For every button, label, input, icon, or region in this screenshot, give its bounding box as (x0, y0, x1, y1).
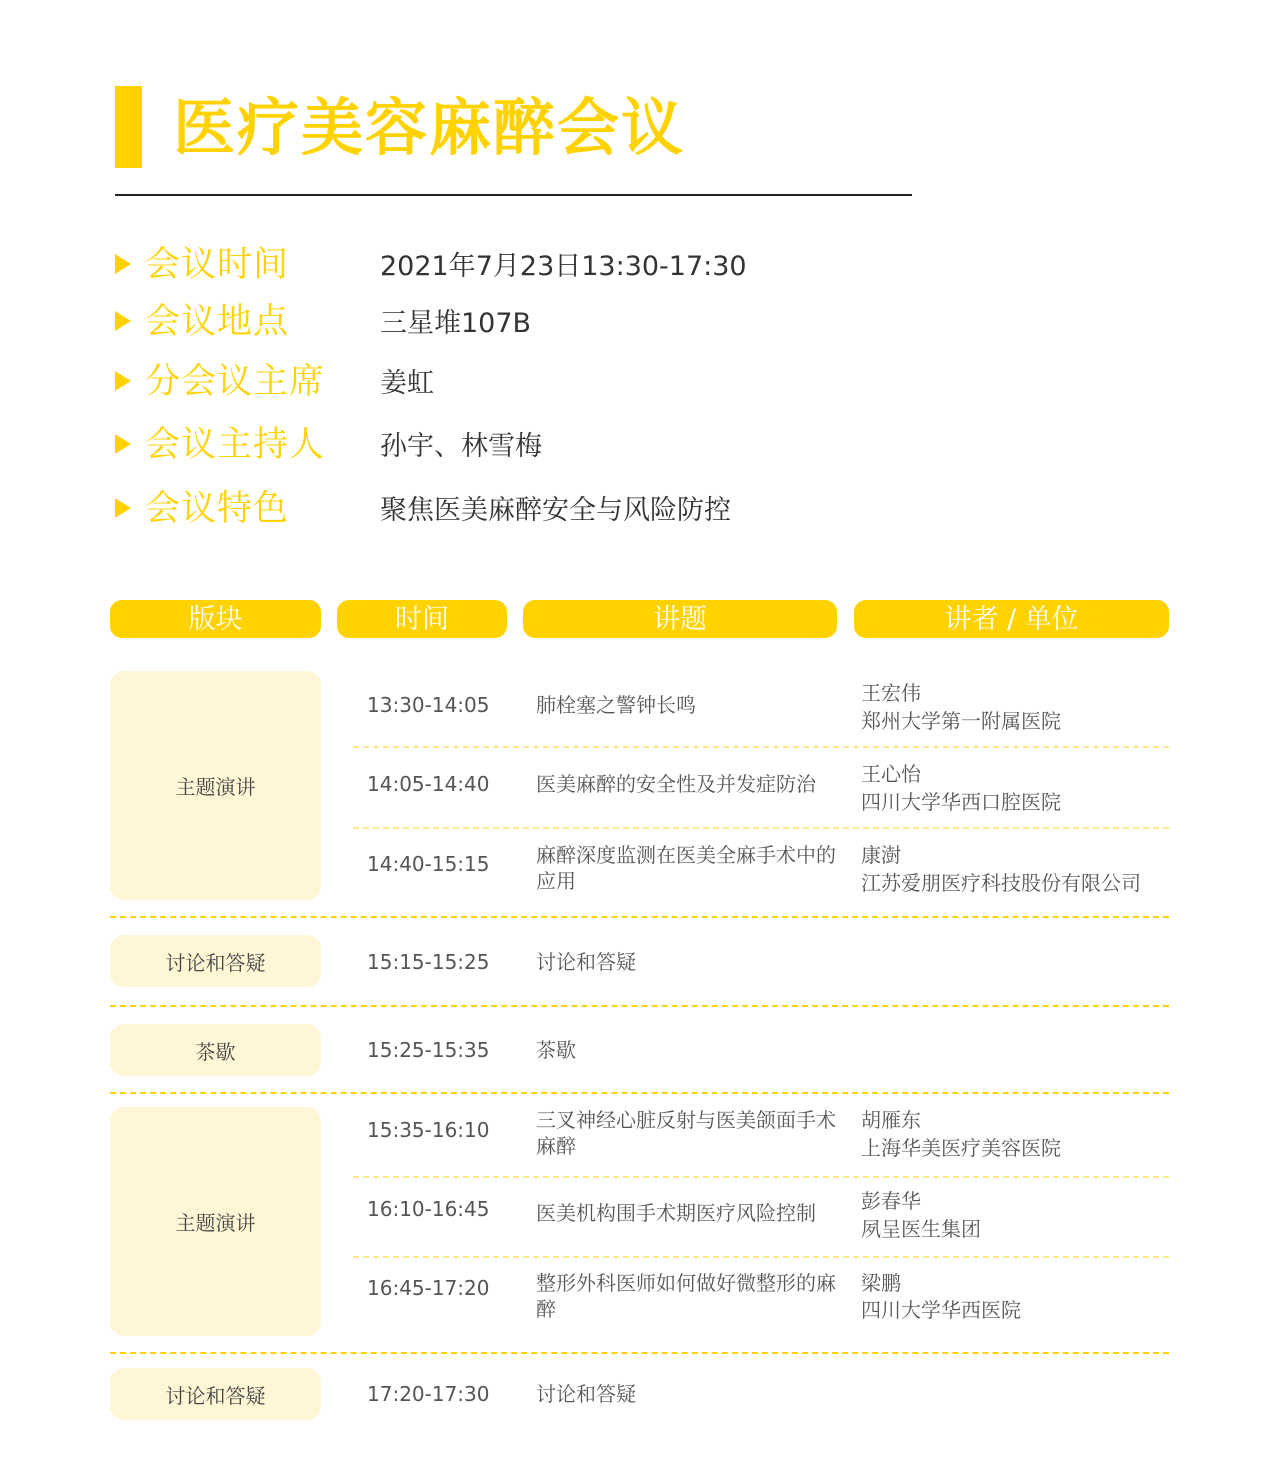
header-speaker: 讲者 / 单位 (854, 600, 1169, 638)
row-time: 15:35-16:10 (367, 1118, 490, 1142)
info-label: 会议地点 (145, 302, 290, 342)
row-time: 13:30-14:05 (367, 693, 490, 717)
section-divider (110, 1092, 1169, 1094)
row-time: 15:25-15:35 (367, 1038, 490, 1062)
info-label: 会议特色 (145, 489, 290, 529)
row-speaker: 王宏伟 (861, 681, 921, 705)
row-time: 16:10-16:45 (367, 1197, 490, 1221)
row-org: 夙呈医生集团 (861, 1217, 981, 1241)
row-time: 15:15-15:25 (367, 950, 490, 974)
triangle-bullet-icon (115, 311, 131, 331)
row-org: 四川大学华西医院 (861, 1298, 1021, 1322)
section-divider (110, 1352, 1169, 1354)
row-speaker: 彭春华 (861, 1189, 921, 1213)
header-section: 版块 (110, 600, 321, 638)
info-value: 姜虹 (380, 368, 434, 399)
row-org: 江苏爱朋医疗科技股份有限公司 (861, 871, 1141, 895)
row-time: 16:45-17:20 (367, 1276, 490, 1300)
row-topic: 三叉神经心脏反射与医美颌面手术麻醉 (536, 1108, 836, 1158)
row-speaker: 梁鹏 (861, 1271, 901, 1295)
row-topic: 医美麻醉的安全性及并发症防治 (536, 772, 816, 796)
triangle-bullet-icon (115, 254, 131, 274)
section-divider (110, 916, 1169, 918)
page-title: 医疗美容麻醉会议 (173, 91, 686, 164)
info-row-time (115, 242, 1015, 292)
triangle-bullet-icon (115, 434, 131, 454)
row-org: 上海华美医疗美容医院 (861, 1136, 1061, 1160)
block-keynote-2: 主题演讲 (110, 1107, 321, 1336)
info-value: 2021年7月23日13:30-17:30 (380, 251, 747, 282)
row-speaker: 胡雁东 (861, 1108, 921, 1132)
title-accent-bar (115, 86, 142, 168)
info-label: 会议时间 (145, 245, 290, 285)
row-speaker: 康澍 (861, 843, 901, 867)
info-value: 孙宇、林雪梅 (380, 431, 542, 462)
row-topic: 肺栓塞之警钟长鸣 (536, 693, 696, 717)
row-time: 17:20-17:30 (367, 1382, 490, 1406)
title-divider (115, 194, 912, 196)
row-time: 14:40-15:15 (367, 852, 490, 876)
block-keynote-1: 主题演讲 (110, 671, 321, 900)
block-qa-2: 讨论和答疑 (110, 1368, 321, 1420)
row-topic: 茶歇 (536, 1038, 576, 1062)
row-org: 四川大学华西口腔医院 (861, 790, 1061, 814)
row-org: 郑州大学第一附属医院 (861, 709, 1061, 733)
header-time: 时间 (337, 600, 507, 638)
section-divider (110, 1005, 1169, 1007)
row-divider (353, 1176, 1169, 1178)
info-value: 三星堆107B (380, 308, 532, 339)
row-topic: 讨论和答疑 (536, 950, 636, 974)
info-row-chair (115, 359, 1015, 409)
header-topic: 讲题 (523, 600, 837, 638)
row-topic: 麻醉深度监测在医美全麻手术中的应用 (536, 843, 836, 893)
triangle-bullet-icon (115, 371, 131, 391)
block-tea-break: 茶歇 (110, 1024, 321, 1076)
info-label: 会议主持人 (145, 425, 326, 465)
info-row-location (115, 299, 1015, 349)
info-label: 分会议主席 (145, 362, 326, 402)
row-divider (353, 1256, 1169, 1258)
row-topic: 整形外科医师如何做好微整形的麻醉 (536, 1271, 836, 1321)
info-value: 聚焦医美麻醉安全与风险防控 (380, 495, 731, 526)
info-row-host (115, 422, 1015, 472)
row-time: 14:05-14:40 (367, 772, 490, 796)
row-divider (353, 746, 1169, 748)
row-topic: 医美机构围手术期医疗风险控制 (536, 1201, 816, 1225)
triangle-bullet-icon (115, 498, 131, 518)
block-qa-1: 讨论和答疑 (110, 935, 321, 987)
row-speaker: 王心怡 (861, 762, 921, 786)
row-topic: 讨论和答疑 (536, 1382, 636, 1406)
info-row-feature (115, 486, 1015, 536)
row-divider (353, 827, 1169, 829)
